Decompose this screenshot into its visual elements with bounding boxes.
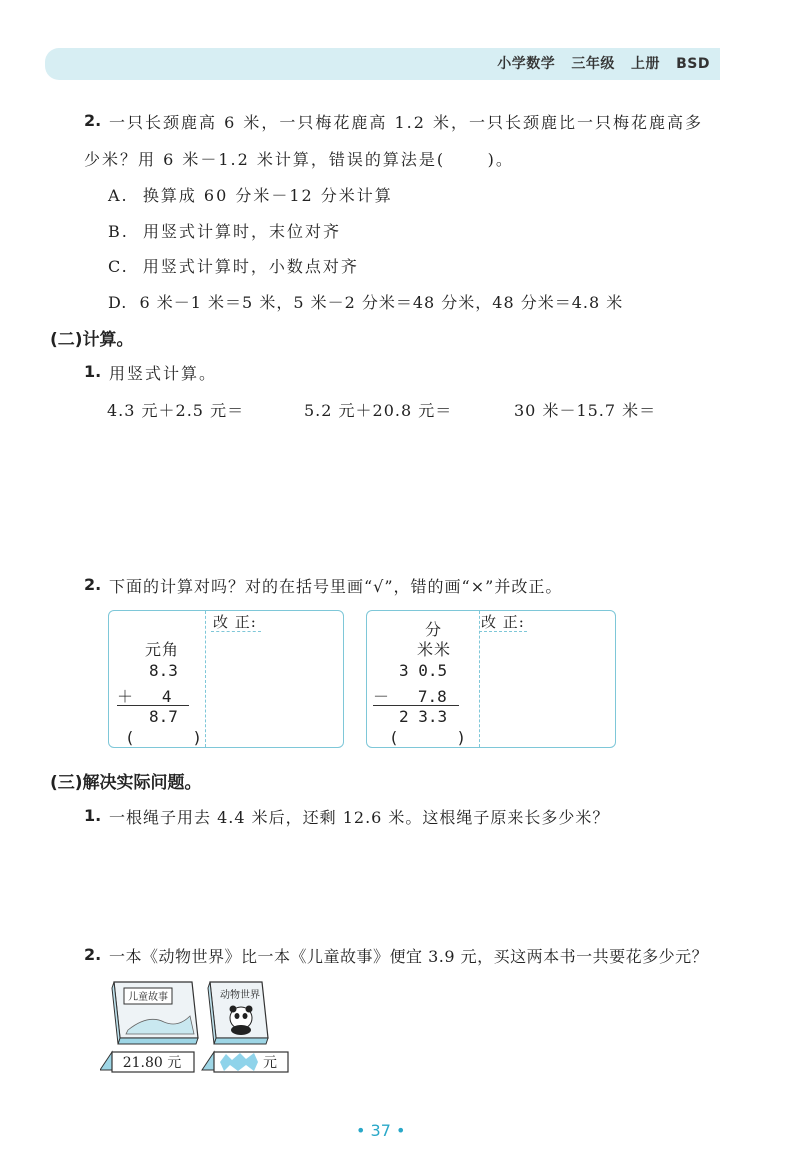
calc-result: 8.7 bbox=[149, 707, 178, 726]
calc-result-line bbox=[117, 705, 189, 706]
correction-label: 改 正: bbox=[481, 613, 525, 631]
price-2-unit: 元 bbox=[263, 1055, 277, 1071]
correction-label: 改 正: bbox=[213, 613, 257, 631]
question-number: 2. bbox=[84, 111, 102, 130]
question-text: 用竖式计算。 bbox=[109, 364, 218, 383]
unit-labels: 米米 bbox=[417, 640, 452, 659]
calc-result: 2 3.3 bbox=[399, 707, 448, 726]
hidden-price-splash bbox=[220, 1053, 258, 1071]
answer-parentheses: ( ) bbox=[125, 728, 203, 747]
box-divider bbox=[205, 611, 206, 747]
price-tag-1 bbox=[100, 1052, 194, 1072]
expression-1: 4.3 元＋2.5 元＝ bbox=[107, 401, 245, 420]
question-number: 2. bbox=[84, 945, 102, 964]
book2-title: 动物世界 bbox=[220, 990, 260, 1001]
answer-parentheses: ( ) bbox=[389, 728, 467, 747]
books-illustration bbox=[100, 972, 300, 1082]
book-children-stories-icon bbox=[112, 982, 198, 1044]
question-number: 1. bbox=[84, 362, 102, 381]
page-header-bar bbox=[45, 48, 720, 80]
header-text: 小学数学 三年级 上册 BSD bbox=[497, 56, 710, 72]
question-text-line2: 少米？用 6 米－1.2 米计算，错误的算法是( )。 bbox=[84, 150, 514, 169]
label-underline bbox=[479, 631, 527, 632]
book-animal-world-icon bbox=[208, 982, 268, 1044]
calc-check-box-2 bbox=[366, 610, 616, 748]
unit-top-label: 分 bbox=[425, 620, 444, 639]
question-number: 2. bbox=[84, 575, 102, 594]
calc-row-2: ＋ 4 bbox=[117, 687, 172, 706]
option-b: B. 用竖式计算时，末位对齐 bbox=[108, 222, 342, 241]
expression-3: 30 米－15.7 米＝ bbox=[514, 401, 657, 420]
question-text: 一根绳子用去 4.4 米后，还剩 12.6 米。这根绳子原来长多少米？ bbox=[109, 808, 610, 827]
section-title-problems: (三)解决实际问题。 bbox=[50, 773, 202, 793]
option-d: D. 6 米－1 米＝5 米，5 米－2 分米＝48 分米，48 分米＝4.8 米 bbox=[108, 293, 624, 312]
calc-check-box-1 bbox=[108, 610, 344, 748]
question-text: 下面的计算对吗？对的在括号里画“√”，错的画“×”并改正。 bbox=[109, 577, 563, 596]
question-text: 一本《动物世界》比一本《儿童故事》便宜 3.9 元，买这两本书一共要花多少元？ bbox=[109, 947, 709, 966]
option-c: C. 用竖式计算时，小数点对齐 bbox=[108, 257, 359, 276]
question-number: 1. bbox=[84, 806, 102, 825]
expression-2: 5.2 元＋20.8 元＝ bbox=[304, 401, 453, 420]
option-a: A. 换算成 60 分米－12 分米计算 bbox=[108, 186, 393, 205]
label-underline bbox=[211, 631, 261, 632]
book1-title: 儿童故事 bbox=[128, 992, 168, 1003]
unit-labels: 元角 bbox=[145, 640, 180, 659]
page-number: • 37 • bbox=[356, 1121, 406, 1140]
price-1: 21.80 元 bbox=[122, 1055, 182, 1071]
price-tag-2 bbox=[202, 1052, 288, 1072]
calc-row-1: 8.3 bbox=[149, 661, 178, 680]
calc-row-1: 3 0.5 bbox=[399, 661, 448, 680]
section-title-calc: (二)计算。 bbox=[50, 330, 134, 350]
calc-result-line bbox=[373, 705, 459, 706]
calc-row-2: － 7.8 bbox=[373, 687, 447, 706]
question-text-line1: 一只长颈鹿高 6 米，一只梅花鹿高 1.2 米，一只长颈鹿比一只梅花鹿高多 bbox=[109, 113, 703, 132]
